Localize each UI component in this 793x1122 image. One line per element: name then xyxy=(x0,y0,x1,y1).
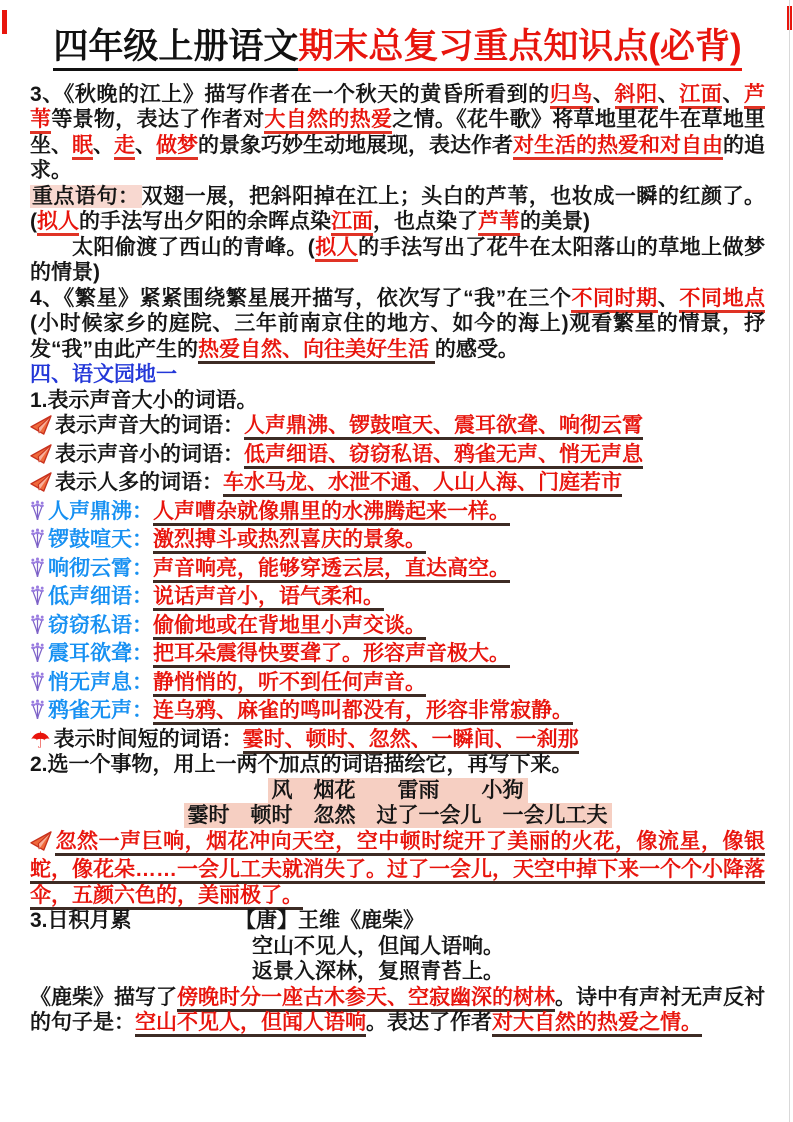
paragraph xyxy=(30,184,765,235)
text-run: 人声鼎沸： xyxy=(48,499,153,523)
text-run: ，也点染了 xyxy=(373,210,478,233)
text-run: 拟人 xyxy=(315,236,358,262)
text-run: 太阳偷渡了西山的青峰。( xyxy=(72,235,315,259)
text-run: 、 xyxy=(592,82,615,106)
text-run: 空山不见人，但闻人语响 xyxy=(135,1011,366,1037)
umbrella-icon: ☂ xyxy=(30,726,51,753)
text-run: 斜阳 xyxy=(615,83,658,109)
text-run: 对生活的热爱和对自由 xyxy=(513,134,723,160)
text-run: 表示人多的词语： xyxy=(55,471,223,494)
lavender-sprig-icon xyxy=(30,527,45,556)
lavender-sprig-icon xyxy=(30,613,45,642)
text-run: 江面 xyxy=(331,210,373,236)
paper-plane-icon xyxy=(30,472,52,499)
text-run: 的追求。 xyxy=(30,133,765,182)
paragraph xyxy=(30,752,765,778)
text-run: 。表达了作者 xyxy=(366,1011,492,1034)
indented-paragraph xyxy=(30,235,765,286)
text-run: 的手法写出夕阳的余晖点染 xyxy=(79,210,331,233)
paragraph xyxy=(30,286,765,363)
text-run: 芦苇 xyxy=(478,210,520,236)
text-run: 悄无声息： xyxy=(48,670,153,694)
page-title-black: 四年级上册语文 xyxy=(53,27,298,71)
paragraph xyxy=(30,527,765,556)
paragraph xyxy=(30,388,765,414)
paragraph xyxy=(30,413,765,442)
text-run: 之情。《花牛歌》将草地里花牛在草地里坐、 xyxy=(30,108,766,157)
text-run: 眠 xyxy=(72,134,93,160)
text-run: 震耳欲聋： xyxy=(48,642,153,665)
poem-line xyxy=(30,934,765,960)
text-run: 返景入深林，复照青苔上。 xyxy=(252,960,504,983)
text-run: 说话声音小，语气柔和。 xyxy=(153,585,384,611)
text-run: 静悄悄的，听不到任何声音。 xyxy=(153,671,426,697)
text-run: 不同地点 xyxy=(679,287,765,313)
text-run: 、 xyxy=(657,82,680,106)
poem-section-label: 3.日积月累 xyxy=(30,909,132,932)
text-run: 的美景) xyxy=(520,210,590,233)
text-run: 热爱自然、向往美好生活 xyxy=(198,338,435,364)
text-run: 霎时、顿时、忽然、一瞬间、一刹那 xyxy=(243,728,579,754)
text-run: 对大自然的热爱之情。 xyxy=(492,1011,702,1037)
text-run: 四、语文园地一 xyxy=(30,363,177,386)
lavender-sprig-icon xyxy=(30,499,45,528)
text-run: 激烈搏斗或热烈喜庆的景象。 xyxy=(153,528,426,554)
paragraph xyxy=(30,499,765,528)
text-run: 不同时期 xyxy=(571,287,657,313)
text-run: 忽然一声巨响，烟花冲向天空，空中顿时绽开了美丽的火花，像流星，像银蛇，像花朵……一会儿工夫就消失了。过了一会儿，天空中掉下来一个个小降落伞，五颜六色的，美丽极了。 xyxy=(30,830,765,910)
text-run: 低声细语、窃窃私语、鸦雀无声、悄无声息 xyxy=(244,443,643,469)
text-run: 的手法写出了花牛在太阳落山的草地上做梦的情景) xyxy=(30,235,765,284)
text-run: 空山不见人，但闻人语响。 xyxy=(252,934,504,958)
text-run: 表示声音小的词语： xyxy=(55,442,244,466)
paper-plane-icon xyxy=(30,831,52,858)
text-run: 车水马龙、水泄不通、人山人海、门庭若市 xyxy=(223,471,622,497)
text-run: 做梦 xyxy=(156,134,198,160)
text-run: 《鹿柴》描写了 xyxy=(30,985,177,1009)
text-run: 偷偷地或在背地里小声交谈。 xyxy=(153,614,426,640)
text-run: 的感受。 xyxy=(434,337,519,361)
paragraph xyxy=(30,641,765,670)
paper-plane-icon xyxy=(30,415,52,442)
lavender-sprig-icon xyxy=(30,641,45,670)
text-run: 2.选一个事物，用上一两个加点的词语描绘它，再写下来。 xyxy=(30,753,573,776)
text-run: 4、《繁星》紧紧围绕繁星展开描写，依次写了“我”在三个 xyxy=(30,286,572,310)
text-run: 的景象巧妙生动地展现，表达作者 xyxy=(198,133,513,157)
text-run: 人声嘈杂就像鼎里的水沸腾起来一样。 xyxy=(153,500,510,526)
poem-title: 【唐】王维《鹿柴》 xyxy=(235,909,424,932)
text-run: (小时候家乡的庭院、三年前南京住的地方、如今的海上)观看繁星的情景，抒发“我”由此产生的 xyxy=(30,312,765,361)
text-run: 芦苇 xyxy=(30,83,765,135)
text-run: 响彻云霄： xyxy=(48,556,153,580)
red-corner-mark-left xyxy=(2,10,7,34)
paragraph xyxy=(30,829,765,909)
paragraph xyxy=(30,556,765,585)
text-run: 连乌鸦、麻雀的鸣叫都没有，形容非常寂静。 xyxy=(153,699,573,725)
poem-line xyxy=(30,959,765,985)
text-run: 、 xyxy=(657,286,680,310)
page-edge-line xyxy=(789,0,790,1122)
document-body xyxy=(30,82,765,1036)
lavender-sprig-icon xyxy=(30,584,45,613)
paragraph xyxy=(30,698,765,727)
text-run: 表示声音大的词语： xyxy=(55,414,244,437)
page-title-red: 期末总复习重点知识点(必背) xyxy=(298,27,741,71)
text-run: 走 xyxy=(114,134,135,160)
lavender-sprig-icon xyxy=(30,556,45,585)
text-run: 、 xyxy=(135,133,156,157)
highlighted-word-line xyxy=(30,778,765,804)
text-run: 重点语句： xyxy=(32,184,140,208)
section-header xyxy=(30,362,765,388)
highlighted-word-line xyxy=(30,803,765,829)
text-run: 锣鼓喧天： xyxy=(48,528,153,551)
text-run: 、 xyxy=(93,133,114,157)
paragraph xyxy=(30,442,765,471)
text-run: 归鸟 xyxy=(550,83,593,109)
text-run: 1.表示声音大小的词语。 xyxy=(30,388,258,412)
lavender-sprig-icon xyxy=(30,670,45,699)
text-run: 拟人 xyxy=(37,210,79,236)
text-run: 大自然的热爱 xyxy=(264,108,392,134)
text-run: 窃窃私语： xyxy=(48,613,153,637)
text-run: 霎时 顿时 忽然 过了一会儿 一会儿工夫 xyxy=(184,803,612,828)
text-run: 低声细语： xyxy=(48,585,153,608)
paragraph xyxy=(30,985,765,1036)
text-run: 人声鼎沸、锣鼓喧天、震耳欲聋、响彻云霄 xyxy=(244,414,643,440)
page-title xyxy=(30,24,765,70)
text-run: 双翅一展，把斜阳掉在江上；头白的芦苇，也妆成一瞬的红颜了。( xyxy=(30,184,765,233)
lavender-sprig-icon xyxy=(30,698,45,727)
text-run: 表示时间短的词语： xyxy=(53,727,243,751)
paper-plane-icon xyxy=(30,444,52,471)
text-run: 、 xyxy=(722,82,745,106)
text-run: 3、《秋晚的江上》描写作者在一个秋天的黄昏所看到的 xyxy=(30,82,550,106)
paragraph xyxy=(30,670,765,699)
paragraph xyxy=(30,470,765,499)
text-run: 江面 xyxy=(679,83,722,109)
text-run: 风 烟花 雷雨 小狗 xyxy=(268,778,528,803)
paragraph xyxy=(30,584,765,613)
text-run: 等景物，表达了作者对 xyxy=(51,108,265,131)
text-run: 。诗中有声衬无声反衬的句子是： xyxy=(30,985,765,1034)
paragraph xyxy=(30,613,765,642)
text-run: 把耳朵震得快要聋了。形容声音极大。 xyxy=(153,642,510,668)
text-run: 鸦雀无声： xyxy=(48,699,153,722)
paragraph xyxy=(30,727,765,753)
text-run: 声音响亮，能够穿透云层，直达高空。 xyxy=(153,557,510,583)
paragraph xyxy=(30,82,765,184)
poem-heading-row xyxy=(30,908,765,934)
text-run: 傍晚时分一座古木参天、空寂幽深的树林 xyxy=(177,986,555,1012)
